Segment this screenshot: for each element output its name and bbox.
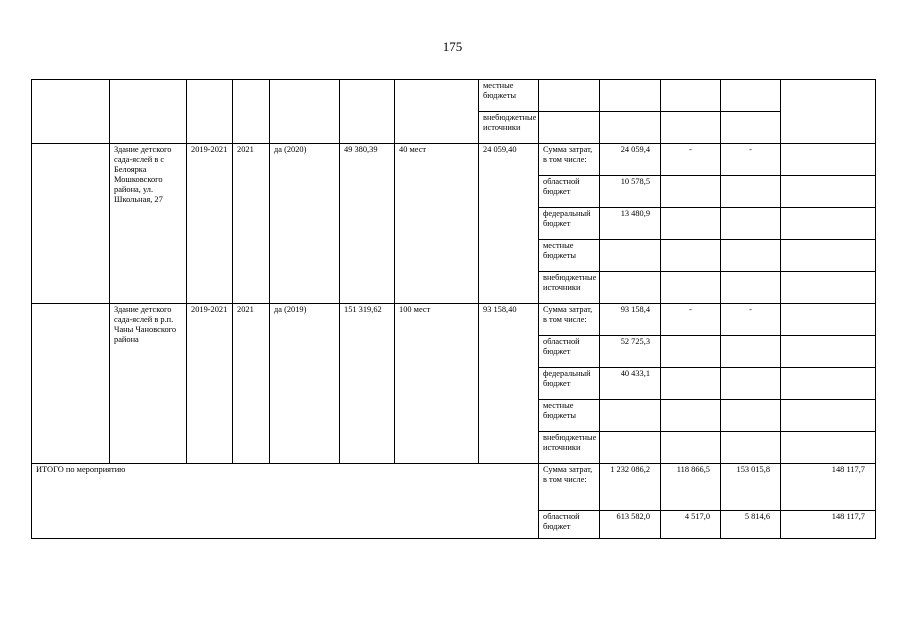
object-cost: 49 380,39 [340, 144, 395, 304]
object-capacity: 100 мест [395, 304, 479, 464]
value-cell: - [661, 304, 721, 336]
page-number: 175 [442, 39, 463, 54]
value-cell: 118 866,5 [661, 464, 721, 511]
source-label: федеральный бюджет [539, 208, 600, 240]
source-label: Сумма затрат, в том числе: [539, 464, 600, 511]
source-label: федеральный бюджет [539, 368, 600, 400]
object-name: Здание детского сада-яслей в с Белоярка Мошковского района, ул. Школьная, 27 [110, 144, 187, 304]
object-status: да (2020) [270, 144, 340, 304]
value-cell: 52 725,3 [600, 336, 661, 368]
total-row [32, 464, 876, 511]
object-status: да (2019) [270, 304, 340, 464]
object-amount: 24 059,40 [479, 144, 539, 304]
value-cell: 24 059,4 [600, 144, 661, 176]
program-table [31, 79, 876, 539]
source-label: местные бюджеты [539, 400, 600, 432]
value-cell: 148 117,7 [781, 511, 876, 539]
value-cell: 40 433,1 [600, 368, 661, 400]
source-label: местные бюджеты [479, 80, 539, 112]
table-row [32, 144, 876, 176]
object-period: 2019-2021 [187, 304, 233, 464]
value-cell: 148 117,7 [781, 464, 876, 511]
value-cell: 13 480,9 [600, 208, 661, 240]
source-label: областной бюджет [539, 336, 600, 368]
object-year: 2021 [233, 304, 270, 464]
value-cell: - [721, 144, 781, 176]
source-label: Сумма затрат, в том числе: [539, 304, 600, 336]
value-cell: 93 158,4 [600, 304, 661, 336]
object-amount: 93 158,40 [479, 304, 539, 464]
source-label: внебюджетные источники [539, 272, 600, 304]
value-cell: 153 015,8 [721, 464, 781, 511]
value-cell: - [721, 304, 781, 336]
value-cell: 5 814,6 [721, 511, 781, 539]
object-year: 2021 [233, 144, 270, 304]
object-capacity: 40 мест [395, 144, 479, 304]
source-label: внебюджетные источники [539, 432, 600, 464]
object-period: 2019-2021 [187, 144, 233, 304]
value-cell: 10 578,5 [600, 176, 661, 208]
value-cell: - [661, 144, 721, 176]
value-cell: 613 582,0 [600, 511, 661, 539]
source-label: внебюджетные источники [479, 112, 539, 144]
object-cost: 151 319,62 [340, 304, 395, 464]
source-label: областной бюджет [539, 176, 600, 208]
table-row [32, 304, 876, 336]
object-name: Здание детского сада-яслей в р.п. Чаны Чановского района [110, 304, 187, 464]
source-label: местные бюджеты [539, 240, 600, 272]
value-cell: 1 232 086,2 [600, 464, 661, 511]
source-label: областной бюджет [539, 511, 600, 539]
total-label: ИТОГО по мероприятию [32, 464, 539, 539]
source-label: Сумма затрат, в том числе: [539, 144, 600, 176]
value-cell: 4 517,0 [661, 511, 721, 539]
table-row [32, 80, 876, 112]
